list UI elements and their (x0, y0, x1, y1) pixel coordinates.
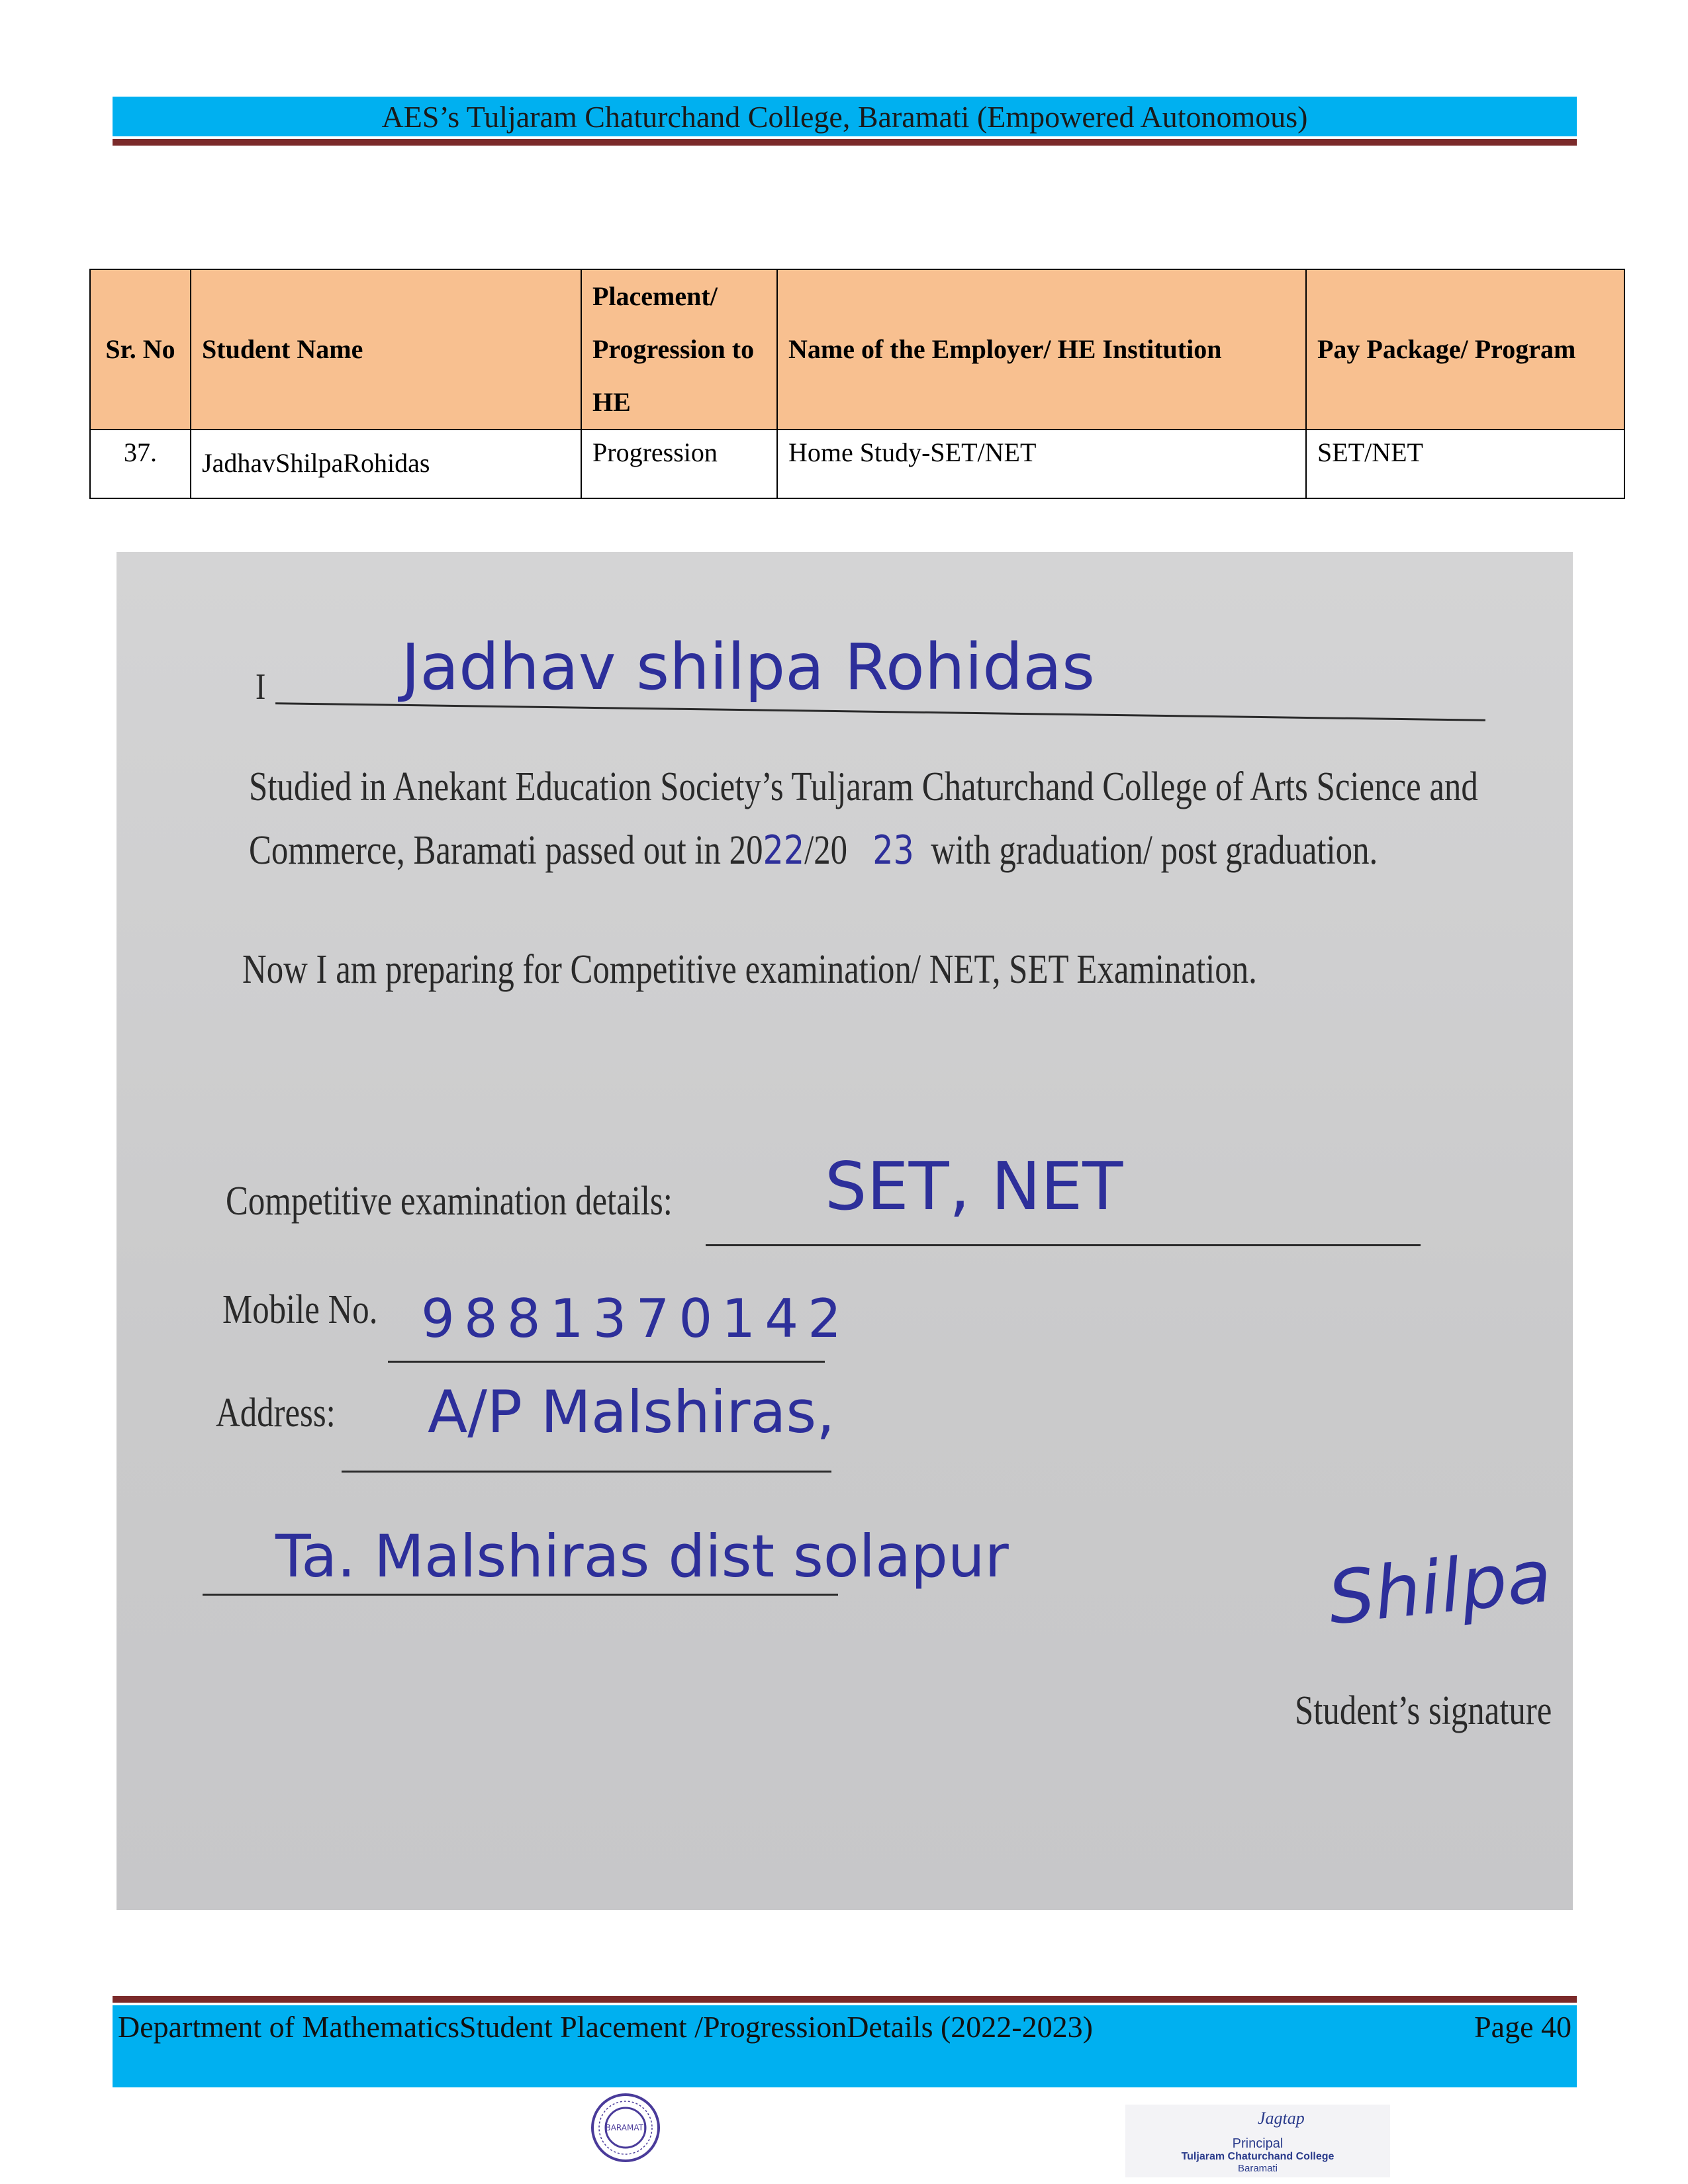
cert-year-from-handwritten: 22 (763, 827, 805, 874)
cert-address-line1-handwritten: A/P Malshiras, (428, 1378, 835, 1446)
cert-i-label: I (256, 666, 266, 707)
cert-signature-label: Student’s signature (1295, 1688, 1552, 1733)
scanned-certificate (117, 552, 1573, 1910)
col-header-sr-no: Sr. No (90, 269, 191, 430)
cert-mobile-handwritten: 9881370142 (421, 1288, 851, 1349)
cert-exam-label: Competitive examination details: (226, 1179, 673, 1224)
cell-placement: Progression (581, 430, 777, 498)
principal-signature: Jagtap (1258, 2109, 1305, 2128)
footer-page-number: Page 40 (1474, 2010, 1571, 2044)
principal-title: Principal (1232, 2136, 1284, 2151)
cert-text-line3: Now I am preparing for Competitive examination/ NET, SET Examination. (242, 947, 1257, 992)
cell-pay-package: SET/NET (1306, 430, 1624, 498)
cert-address-underline2 (203, 1594, 838, 1596)
cell-student-name: JadhavShilpaRohidas (191, 430, 581, 498)
col-header-placement: Placement/ Progression to HE (581, 269, 777, 430)
footer-rule (113, 1996, 1577, 2003)
cert-exam-underline (706, 1244, 1421, 1246)
col-header-student-name: Student Name (191, 269, 581, 430)
cert-line2-a: Commerce, Baramati passed out in 20 (249, 828, 763, 873)
cert-address-label: Address: (216, 1390, 336, 1435)
principal-stamp (1125, 2105, 1390, 2177)
cert-address-underline1 (342, 1471, 831, 1473)
cell-sr-no: 37. (90, 430, 191, 498)
col-header-pay-package: Pay Package/ Program (1306, 269, 1624, 430)
cert-exam-handwritten: SET, NET (825, 1148, 1123, 1225)
table-row (90, 430, 1624, 498)
cert-student-name-handwritten: Jadhav shilpa Rohidas (401, 630, 1095, 704)
cert-mobile-underline (388, 1361, 825, 1363)
seal-text: BARAMATI (605, 2123, 646, 2132)
placement-table (89, 269, 1625, 499)
student-signature: Shilpa (1324, 1533, 1556, 1641)
page-footer-band (113, 2005, 1577, 2087)
page-header-title: AES’s Tuljaram Chaturchand College, Baramati (Empowered Autonomous) (381, 100, 1308, 134)
cert-name-underline (275, 702, 1485, 721)
cert-text-line1: Studied in Anekant Education Society’s Tuljaram Chaturchand College of Arts Science and (249, 764, 1478, 809)
cert-address-line2-handwritten: Ta. Malshiras dist solapur (275, 1522, 1009, 1590)
principal-college: Tuljaram Chaturchand College (1181, 2151, 1335, 2162)
cert-line2-c: with graduation/ post graduation. (931, 828, 1378, 873)
cell-employer: Home Study-SET/NET (777, 430, 1306, 498)
table-header-row (90, 269, 1624, 430)
cert-year-to-handwritten: 23 (872, 827, 914, 874)
page-header-band (113, 97, 1577, 136)
header-rule (113, 139, 1577, 146)
principal-place: Baramati (1237, 2163, 1278, 2174)
cert-mobile-label: Mobile No. (222, 1287, 378, 1332)
footer-department-text: Department of MathematicsStudent Placement /ProgressionDetails (2022-2023) (118, 2010, 1093, 2044)
college-seal-icon (589, 2091, 662, 2164)
cert-line2-b: /20 (804, 828, 848, 873)
cert-text-line2 (249, 827, 1378, 874)
col-header-employer: Name of the Employer/ HE Institution (777, 269, 1306, 430)
